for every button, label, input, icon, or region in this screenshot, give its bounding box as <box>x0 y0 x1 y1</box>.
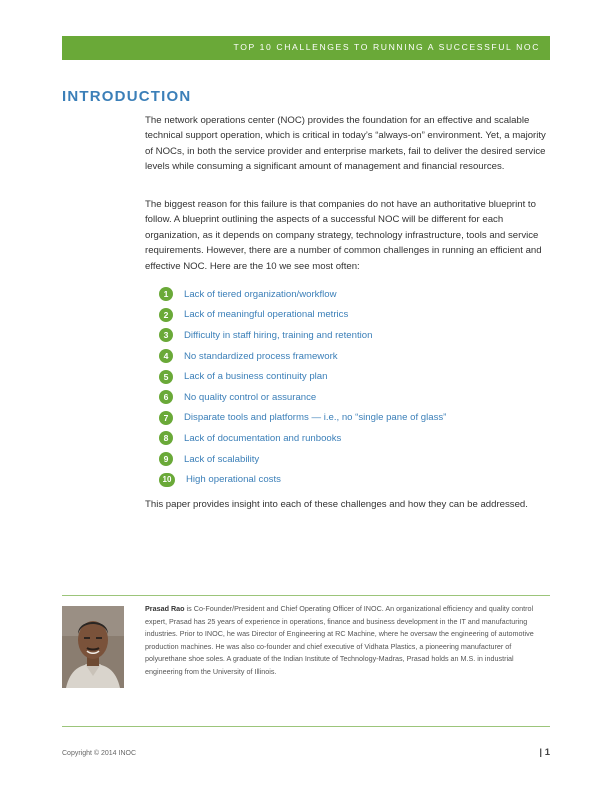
challenge-item <box>159 449 446 470</box>
page-number: | 1 <box>539 747 550 758</box>
challenge-item <box>159 284 446 305</box>
challenge-label: No quality control or assurance <box>184 391 317 403</box>
challenge-label: Lack of documentation and runbooks <box>184 432 342 444</box>
challenge-label: High operational costs <box>186 474 281 486</box>
challenge-item <box>159 366 446 387</box>
divider-top <box>62 595 550 596</box>
number-badge: 5 <box>159 370 173 384</box>
challenge-item <box>159 408 446 429</box>
number-badge: 1 <box>159 287 173 301</box>
intro-paragraph-2: The biggest reason for this failure is that companies do not have an authoritative blueprint to follow. A blueprint outlining the aspects of a successful NOC will be different for each organization, as it depends on company strategy, technology infrastructure, tools and service requirements. However, there are a number of common challenges in running an efficient and effective NOC. Here are the 10 we see most often: <box>145 199 542 272</box>
challenge-label: Lack of scalability <box>184 453 260 465</box>
section-title: INTRODUCTION <box>62 88 192 105</box>
challenge-item <box>159 346 446 367</box>
author-bio-text: is Co-Founder/President and Chief Operating Officer of INOC. An organizational efficiency and quality control expert, Prasad has 25 years of experience in operations, finance and business development in the IT and manufacturing industries. Prior to INOC, he was Director of Engineering at RC Machine, where he oversaw the engineering of automotive production machines. He was also co-founder and chief executive of Vidhata Plastics, a pioneering manufacturer of polyurethane shoe soles. A graduate of the Indian Institute of Technology-Madras, Prasad holds an M.S. in industrial engineering from the University of Illinois. <box>145 604 534 676</box>
author-portrait-image <box>62 606 124 688</box>
header-bar <box>62 36 550 60</box>
challenge-item <box>159 305 446 326</box>
number-badge: 6 <box>159 390 173 404</box>
number-badge: 10 <box>159 473 175 487</box>
challenge-item <box>159 387 446 408</box>
author-photo <box>62 606 124 688</box>
challenge-item <box>159 469 446 490</box>
number-badge: 3 <box>159 328 173 342</box>
challenge-label: Lack of tiered organization/workflow <box>184 288 337 300</box>
number-badge: 2 <box>159 308 173 322</box>
number-badge: 4 <box>159 349 173 363</box>
challenge-item <box>159 428 446 449</box>
author-name: Prasad Rao <box>145 604 185 613</box>
author-bio <box>145 603 550 679</box>
challenge-label: Lack of meaningful operational metrics <box>184 309 349 321</box>
closing-paragraph: This paper provides insight into each of these challenges and how they can be addressed. <box>145 499 528 510</box>
challenge-item <box>159 325 446 346</box>
number-badge: 8 <box>159 431 173 445</box>
number-badge: 7 <box>159 411 173 425</box>
challenge-label: Disparate tools and platforms — i.e., no “single pane of glass” <box>184 412 447 424</box>
challenge-list <box>159 284 446 490</box>
challenge-label: No standardized process framework <box>184 350 338 362</box>
header-title: TOP 10 CHALLENGES TO RUNNING A SUCCESSFUL NOC <box>233 42 540 52</box>
intro-paragraph-1: The network operations center (NOC) provides the foundation for an effective and scalable technical support operation, which is critical in today’s “always-on” environment. Yet, a majority of NOCs, in both the service provider and enterprise markets, fail to deliver the desired service levels while consuming a significant amount of management and financial resources. <box>145 115 546 173</box>
number-badge: 9 <box>159 452 173 466</box>
challenge-label: Lack of a business continuity plan <box>184 371 328 383</box>
divider-bottom <box>62 726 550 727</box>
copyright-text: Copyright © 2014 INOC <box>62 750 137 757</box>
challenge-label: Difficulty in staff hiring, training and retention <box>184 329 373 341</box>
